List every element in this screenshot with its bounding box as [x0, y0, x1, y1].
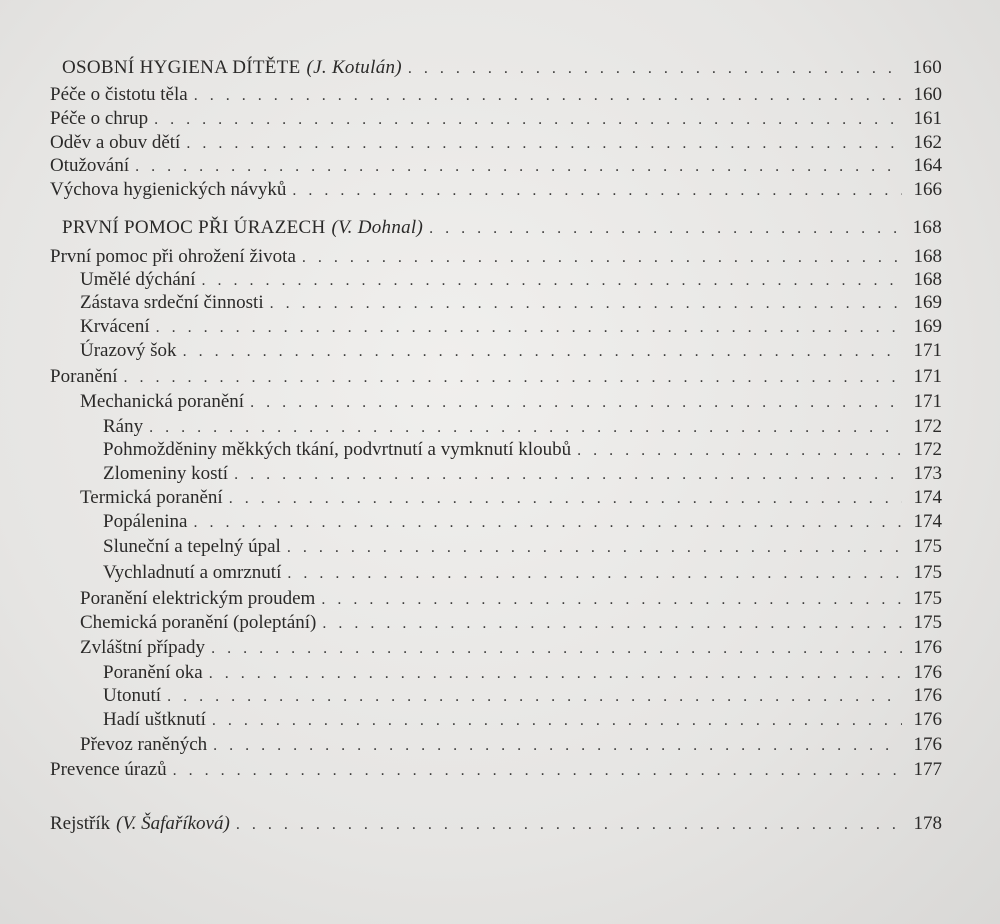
toc-entry-title: Oděv a obuv dětí — [50, 132, 181, 153]
toc-entry-title: Zvláštní případy — [80, 637, 206, 658]
toc-entry — [0, 813, 942, 836]
toc-entry-title: Zástava srdeční činnosti — [80, 292, 264, 313]
toc-entry — [0, 292, 942, 315]
toc-entry-page-number: 175 — [913, 562, 942, 583]
toc-entry — [0, 132, 942, 155]
dot-leader — [429, 218, 902, 240]
toc-entry-page-number: 166 — [913, 179, 942, 200]
dot-leader — [202, 270, 902, 292]
toc-entry-title: Rány — [103, 416, 144, 437]
dot-leader — [270, 293, 902, 315]
dot-leader — [287, 563, 902, 585]
toc-entry — [0, 316, 942, 339]
dot-leader — [124, 367, 902, 389]
dot-leader — [173, 760, 902, 782]
toc-entry — [0, 439, 942, 462]
toc-entry-page-number: 176 — [913, 685, 942, 706]
toc-entry-page-number: 176 — [913, 637, 942, 658]
dot-leader — [236, 814, 902, 836]
toc-entry — [0, 536, 942, 559]
toc-entry — [0, 179, 942, 202]
dot-leader — [321, 589, 902, 611]
toc-entry — [0, 685, 942, 708]
dot-leader — [135, 156, 902, 178]
toc-entry-page-number: 160 — [912, 57, 942, 78]
toc-entry-title: Poranění elektrickým proudem — [80, 588, 316, 609]
toc-entry — [0, 366, 942, 389]
toc-entry-page-number: 171 — [913, 366, 942, 387]
dot-leader — [194, 85, 902, 107]
toc-entry — [0, 340, 942, 363]
toc-entry-page-number: 178 — [913, 813, 942, 834]
toc-entry-title: Sluneční a tepelný úpal — [103, 536, 281, 557]
toc-entry — [0, 463, 942, 486]
toc-entry-page-number: 176 — [913, 734, 942, 755]
toc-entry-page-number: 174 — [913, 487, 942, 508]
toc-entry-page-number: 176 — [913, 709, 942, 730]
toc-entry-page-number: 175 — [913, 536, 942, 557]
toc-entry-page-number: 169 — [913, 292, 942, 313]
dot-leader — [193, 512, 902, 534]
dot-leader — [211, 638, 902, 660]
toc-entry-page-number: 169 — [913, 316, 942, 337]
toc-entry-page-number: 162 — [913, 132, 942, 153]
dot-leader — [322, 613, 902, 635]
toc-entry-page-number: 173 — [913, 463, 942, 484]
toc-entry-page-number: 168 — [913, 269, 942, 290]
dot-leader — [302, 247, 902, 269]
toc-entry — [0, 84, 942, 107]
dot-leader — [234, 464, 902, 486]
toc-entry-page-number: 160 — [913, 84, 942, 105]
dot-leader — [250, 392, 902, 414]
toc-entry — [0, 57, 942, 80]
toc-entry-title: Umělé dýchání — [80, 269, 196, 290]
toc-entry-title: Péče o čistotu těla — [50, 84, 188, 105]
toc-entry-title: První pomoc při ohrožení života — [50, 246, 296, 267]
dot-leader — [209, 663, 902, 685]
toc-entry — [0, 416, 942, 439]
toc-entry-page-number: 172 — [913, 439, 942, 460]
toc-entry — [0, 637, 942, 660]
dot-leader — [186, 133, 902, 155]
toc-entry-page-number: 176 — [913, 662, 942, 683]
toc-entry-title: Vychladnutí a omrznutí — [103, 562, 282, 583]
toc-entry — [0, 217, 942, 240]
toc-entry — [0, 562, 942, 585]
dot-leader — [408, 58, 902, 80]
toc-entry-title: Poranění — [50, 366, 118, 387]
toc-entry — [0, 511, 942, 534]
toc-entry-title: OSOBNÍ HYGIENA DÍTĚTE — [62, 57, 301, 78]
toc-entry — [0, 246, 942, 269]
toc-entry-title: Péče o chrup — [50, 108, 149, 129]
toc-entry-title: Pohmožděniny měkkých tkání, podvrtnutí a vymknutí kloubů — [103, 439, 572, 460]
dot-leader — [229, 488, 902, 510]
toc-entry-title: Poranění oka — [103, 662, 203, 683]
toc-entry — [0, 734, 942, 757]
toc-entry-title: Hadí uštknutí — [103, 709, 206, 730]
dot-leader — [577, 440, 902, 462]
toc-entry-title: Úrazový šok — [80, 340, 177, 361]
toc-entry-title: PRVNÍ POMOC PŘI ÚRAZECH — [62, 217, 326, 238]
toc-entry — [0, 155, 942, 178]
dot-leader — [149, 417, 902, 439]
toc-entry-title: Zlomeniny kostí — [103, 463, 229, 484]
toc-entry-page-number: 168 — [913, 246, 942, 267]
toc-entry-page-number: 171 — [913, 340, 942, 361]
dot-leader — [154, 109, 902, 131]
toc-entry — [0, 391, 942, 414]
dot-leader — [287, 537, 902, 559]
toc-entry — [0, 662, 942, 685]
dot-leader — [292, 180, 902, 202]
toc-entry-page-number: 172 — [913, 416, 942, 437]
toc-entry-page-number: 168 — [912, 217, 942, 238]
toc-entry-author: (V. Dohnal) — [331, 217, 424, 238]
toc-entry — [0, 108, 942, 131]
toc-entry-title: Prevence úrazů — [50, 759, 167, 780]
dot-leader — [183, 341, 902, 363]
dot-leader — [156, 317, 902, 339]
toc-entry-author: (J. Kotulán) — [306, 57, 402, 78]
toc-entry-page-number: 174 — [913, 511, 942, 532]
toc-entry-page-number: 171 — [913, 391, 942, 412]
toc-entry-title: Termická poranění — [80, 487, 223, 508]
toc-entry-title: Otužování — [50, 155, 130, 176]
dot-leader — [212, 710, 902, 732]
toc-entry-author: (V. Šafaříková) — [116, 813, 230, 834]
toc-entry-page-number: 175 — [913, 612, 942, 633]
toc-entry-title: Chemická poranění (poleptání) — [80, 612, 317, 633]
toc-entry — [0, 612, 942, 635]
dot-leader — [213, 735, 902, 757]
toc-entry-title: Utonutí — [103, 685, 162, 706]
toc-entry-page-number: 177 — [913, 759, 942, 780]
toc-entry-title: Rejstřík — [50, 813, 111, 834]
toc-entry — [0, 269, 942, 292]
toc-entry — [0, 487, 942, 510]
toc-entry-page-number: 161 — [913, 108, 942, 129]
toc-entry-title: Krvácení — [80, 316, 150, 337]
toc-entry-title: Popálenina — [103, 511, 188, 532]
dot-leader — [167, 686, 902, 708]
toc-entry — [0, 759, 942, 782]
toc-entry-title: Mechanická poranění — [80, 391, 245, 412]
toc-entry — [0, 588, 942, 611]
toc-entry-title: Převoz raněných — [80, 734, 208, 755]
toc-entry-title: Výchova hygienických návyků — [50, 179, 287, 200]
toc-entry — [0, 709, 942, 732]
toc-entry-page-number: 175 — [913, 588, 942, 609]
toc-entry-page-number: 164 — [913, 155, 942, 176]
